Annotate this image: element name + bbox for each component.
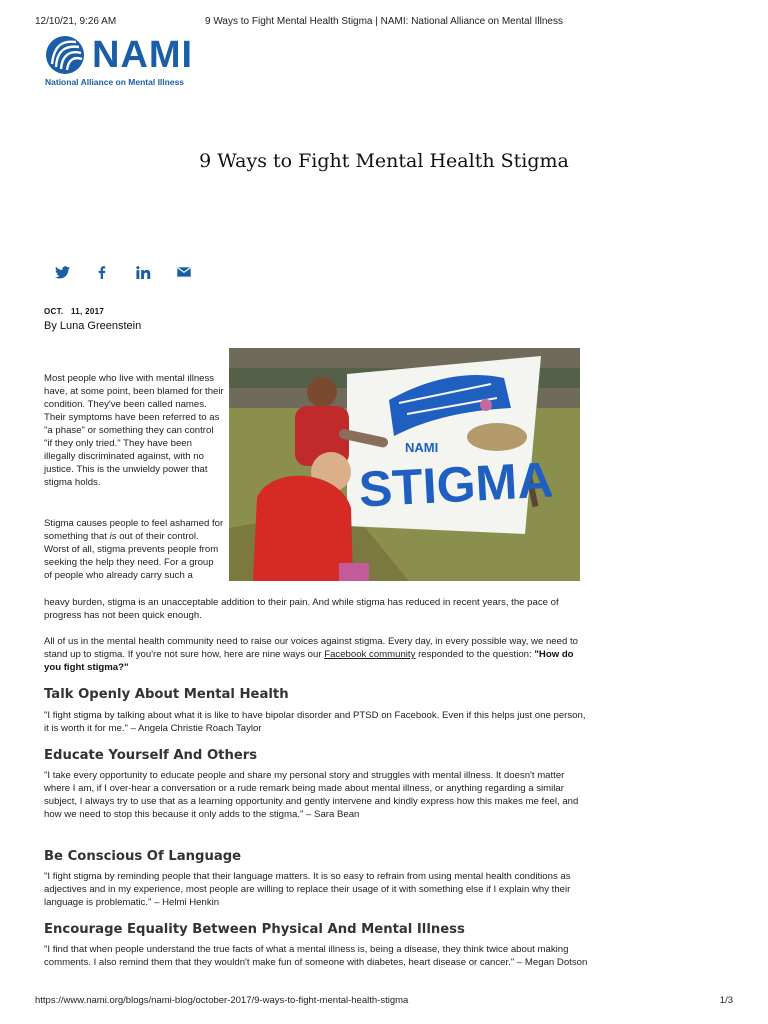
sign-stigma-text: STIGMA	[357, 451, 555, 518]
intro-p3-part-b: responded to the question:	[415, 649, 535, 660]
section-heading: Educate Yourself And Others	[44, 748, 258, 763]
intro-p2-part-a: Stigma causes people to feel ashamed for something that	[44, 518, 224, 542]
intro-p3-question: "How do you fight stigma?"	[44, 649, 574, 673]
article-photo	[229, 348, 580, 581]
intro-paragraph-1: Most people who live with mental illness have, at some point, been blamed for their condition. They've been called names. Their symptoms have been referred to as "a phase" or something they can control "if they only tried." They have been illegally discriminated against, with no justice. This is the unwieldy power that stigma holds.	[44, 373, 224, 488]
twitter-icon[interactable]	[52, 263, 72, 281]
section-heading: Be Conscious Of Language	[44, 849, 242, 864]
print-page-title: 9 Ways to Fight Mental Health Stigma | NAMI: National Alliance on Mental Illness	[205, 16, 563, 27]
intro-p2-emphasis: is	[109, 531, 117, 542]
print-header	[35, 16, 733, 30]
nami-swirl-icon	[44, 34, 90, 76]
facebook-community-link[interactable]: Facebook community	[324, 649, 416, 660]
print-footer	[35, 995, 733, 1009]
section-text: "I fight stigma by talking about what it is like to have bipolar disorder and PTSD on Facebook. Even if this helps just one person, it is worth it for me." – Angela Christie Roach Taylor	[44, 710, 586, 734]
section-text: "I take every opportunity to educate people and share my personal story and struggles with mental illness. It doesn't matter where I am, if I over-hear a conversation or a rude remark being made about mental illness, or anything regarding a similar subject, I always try to use that as a learning opportunity and gently intervene and kindly express how this makes me feel, and how we need to stop this because it only adds to the stigma." – Sara Bean	[44, 770, 579, 820]
section-heading: Encourage Equality Between Physical And Mental Illness	[44, 922, 465, 937]
linkedin-icon[interactable]	[133, 263, 153, 281]
section-heading: Talk Openly About Mental Health	[44, 687, 289, 702]
intro-p2-part-b: out of their control. Worst of all, stigma prevents people from seeking the help they need. For a group of people who already carry such a	[44, 531, 219, 581]
section-text: "I find that when people understand the true facts of what a mental illness is, being a disease, they think twice about making comments. I also remind them that they wouldn't make fun of someone with diabetes, heart disease or cancer." – Megan Dotson	[44, 944, 588, 968]
intro-paragraph-2	[44, 517, 224, 582]
stigma-sign-photo	[229, 348, 580, 581]
facebook-icon[interactable]	[92, 263, 112, 281]
print-url: https://www.nami.org/blogs/nami-blog/october-2017/9-ways-to-fight-mental-health-stigma	[35, 995, 409, 1006]
logo-wordmark: NAMI	[92, 34, 194, 76]
print-page-number: 1/3	[719, 995, 733, 1006]
article-title: 9 Ways to Fight Mental Health Stigma	[199, 150, 569, 172]
article-byline: By Luna Greenstein	[44, 320, 142, 332]
print-datetime: 12/10/21, 9:26 AM	[35, 16, 117, 27]
nami-logo[interactable]	[44, 34, 194, 88]
intro-paragraph-2-cont: heavy burden, stigma is an unacceptable addition to their pain. And while stigma has reduced in recent years, the pace of progress has not been quick enough.	[44, 597, 559, 621]
section-text: "I fight stigma by reminding people that their language matters. It is so easy to refrain from using mental health conditions as adjectives and in my experience, most people are willing to replace their usage of it with something else if I explain why their language is problematic." – Helmi Henkin	[44, 871, 571, 908]
intro-p3-part-a: All of us in the mental health community need to raise our voices against stigma. Every day, in every possible way, we need to stand up to stigma. If you're not sure how, here are nine ways our	[44, 636, 578, 660]
sign-logo-text: NAMI	[405, 440, 439, 455]
intro-paragraph-3	[44, 635, 590, 674]
logo-tagline: National Alliance on Mental Illness	[45, 77, 185, 87]
email-icon[interactable]	[174, 263, 194, 281]
article-date: OCT. 11, 2017	[44, 307, 105, 316]
